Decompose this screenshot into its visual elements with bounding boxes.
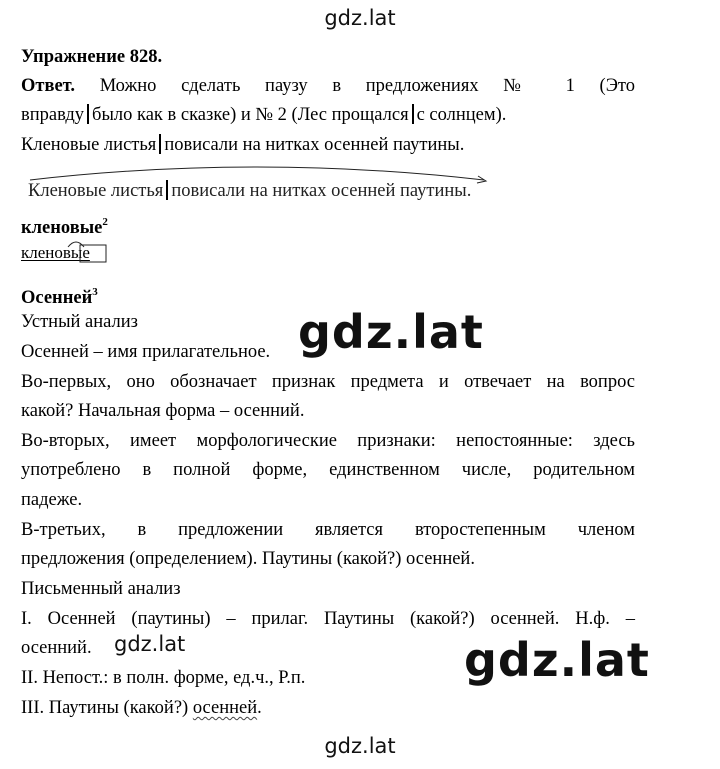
morpheme-marks	[20, 239, 140, 265]
word1-parsed: кленовые	[21, 243, 90, 262]
answer-line-2	[21, 103, 506, 127]
watermark-middle: gdz.lat	[298, 305, 484, 359]
written-item-1-line-1: I. Осенней (паутины) – прилаг. Паутины (какой?) осенней. Н.ф. –	[21, 609, 635, 629]
word2-sup: 3	[92, 286, 98, 298]
sentence-with-pause	[21, 133, 464, 157]
pause-mark	[87, 104, 89, 124]
word1-sup: 2	[102, 216, 108, 228]
pause-mark	[159, 134, 161, 154]
answer-line-1	[21, 74, 635, 98]
answer-text-2c: с солнцем).	[416, 105, 507, 125]
word-kленовые-heading	[21, 210, 108, 240]
watermark-bottom: gdz.lat	[324, 734, 396, 758]
answer-text-1: Можно сделать паузу в предложениях № 1 (Это	[99, 76, 635, 96]
oral-third-line-1: В-третьих, в предложении является второстепенным членом	[21, 520, 635, 540]
written-item-3	[21, 696, 262, 720]
sentence-part-1: Кленовые листья	[21, 135, 157, 155]
written-item-2: II. Непост.: в полн. форме, ед.ч., Р.п.	[21, 668, 306, 688]
word-osenney-heading	[21, 280, 98, 310]
pause-mark	[166, 180, 168, 200]
oral-second-line-1: Во-вторых, имеет морфологические признаки: непостоянные: здесь	[21, 431, 635, 451]
answer-label: Ответ.	[21, 76, 76, 96]
sentence-marked-part-1: Кленовые листья	[28, 181, 164, 201]
sentence-marked-part-2: повисали на нитках осенней паутины.	[171, 181, 472, 201]
pause-mark	[412, 104, 414, 124]
written-item-3-word: осенней	[192, 698, 258, 718]
oral-first-line-1: Во-первых, оно обозначает признак предмета и отвечает на вопрос	[21, 372, 635, 392]
morphemic-parse	[21, 243, 90, 263]
watermark-big: gdz.lat	[464, 633, 650, 687]
watermark-top: gdz.lat	[324, 6, 396, 30]
written-item-1-line-2: осенний.	[21, 638, 92, 658]
oral-third-line-2: предложения (определением). Паутины (какой?) осенней.	[21, 549, 475, 569]
written-item-3-prefix: III. Паутины (какой?)	[21, 698, 189, 718]
watermark-small: gdz.lat	[114, 632, 186, 656]
written-item-3-end: .	[257, 698, 262, 718]
exercise-title: Упражнение 828.	[21, 47, 163, 67]
word1-text: кленовые	[21, 218, 103, 238]
sentence-part-2: повисали на нитках осенней паутины.	[164, 135, 465, 155]
oral-second-line-2: употреблено в полной форме, единственном числе, родительном	[21, 460, 635, 480]
answer-text-2b: было как в сказке) и № 2 (Лес прощался	[92, 105, 409, 125]
answer-text-2a: вправду	[21, 105, 85, 125]
word2-text: Осенней	[21, 288, 93, 308]
oral-second-line-3: падеже.	[21, 490, 83, 510]
sentence-intonation	[28, 179, 471, 203]
written-heading: Письменный анализ	[21, 579, 181, 599]
oral-intro: Осенней – имя прилагательное.	[21, 342, 271, 362]
oral-first-line-2: какой? Начальная форма – осенний.	[21, 401, 305, 421]
oral-heading: Устный анализ	[21, 312, 138, 332]
